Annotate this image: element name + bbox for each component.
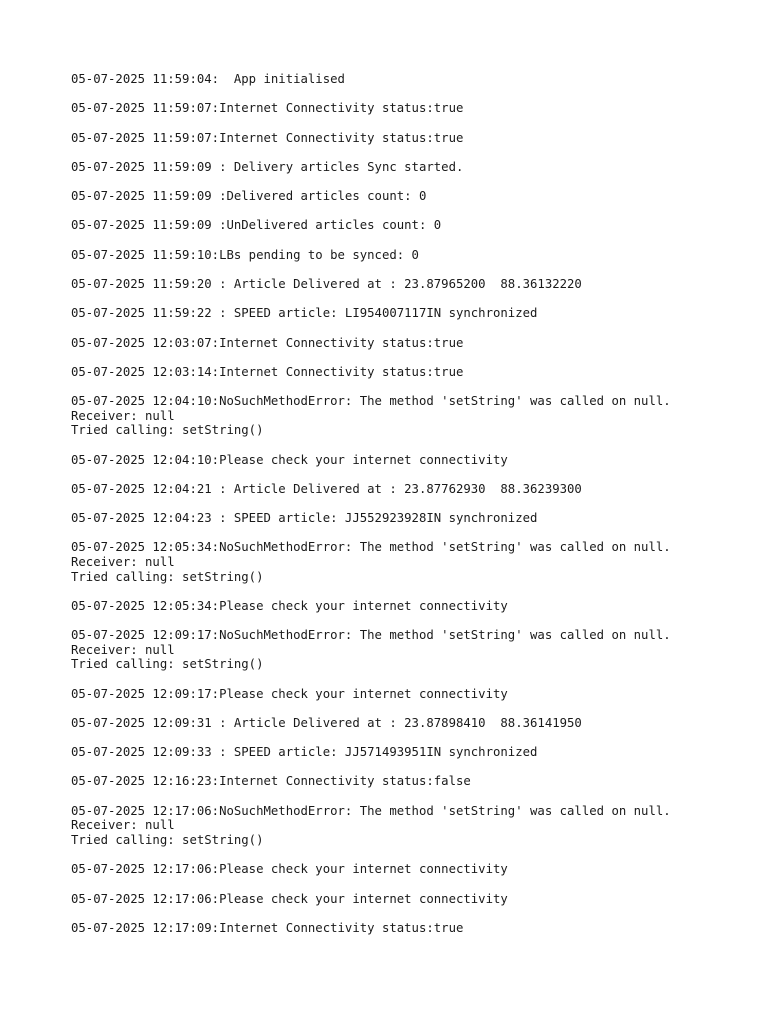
- log-entry: [71, 189, 761, 204]
- log-entry-text: 05-07-2025 12:04:23 : SPEED article: JJ552923928IN synchronized: [71, 511, 538, 526]
- log-entry-text: 05-07-2025 12:17:09:Internet Connectivity status:true: [71, 920, 464, 935]
- log-entry-text: 05-07-2025 11:59:07:Internet Connectivity status:true: [71, 130, 464, 145]
- log-entry-text: 05-07-2025 11:59:07:Internet Connectivity status:true: [71, 101, 464, 116]
- log-entry: [71, 774, 761, 789]
- log-entry-detail-line: Tried calling: setString(): [71, 569, 264, 584]
- log-entry: [71, 687, 761, 702]
- log-entry: [71, 453, 761, 468]
- log-entry-text: 05-07-2025 11:59:20 : Article Delivered at : 23.87965200 88.36132220: [71, 276, 582, 291]
- log-entry-detail-line: Receiver: null: [71, 818, 175, 833]
- log-entry: [71, 599, 761, 614]
- log-entry: [71, 131, 761, 146]
- log-entry-list: [71, 72, 761, 935]
- log-entry: [71, 892, 761, 907]
- log-entry: [71, 921, 761, 936]
- log-entry-text: 05-07-2025 12:16:23:Internet Connectivity status:false: [71, 774, 471, 789]
- log-entry-detail-line: Tried calling: setString(): [71, 423, 264, 438]
- log-entry: [71, 365, 761, 380]
- log-entry: [71, 336, 761, 351]
- log-entry-detail-line: Receiver: null: [71, 408, 175, 423]
- log-entry: [71, 511, 761, 526]
- log-entry-text: 05-07-2025 12:04:21 : Article Delivered at : 23.87762930 88.36239300: [71, 481, 582, 496]
- log-entry-detail-line: Receiver: null: [71, 555, 175, 569]
- log-entry-detail-line: Tried calling: setString(): [71, 832, 264, 847]
- log-entry: [71, 540, 761, 584]
- log-entry: [71, 482, 761, 497]
- log-entry-text: 05-07-2025 11:59:10:LBs pending to be synced: 0: [71, 247, 419, 262]
- log-entry-text: 05-07-2025 12:09:17:NoSuchMethodError: The method 'setString' was called on null.: [71, 628, 671, 643]
- log-entry: [71, 745, 761, 760]
- log-entry-text: 05-07-2025 12:05:34:NoSuchMethodError: The method 'setString' was called on null.: [71, 540, 671, 555]
- log-entry-text: 05-07-2025 11:59:04: App initialised: [71, 72, 345, 86]
- log-entry: [71, 804, 761, 848]
- log-entry-text: 05-07-2025 12:04:10:NoSuchMethodError: The method 'setString' was called on null.: [71, 394, 671, 409]
- log-entry-text: 05-07-2025 11:59:09 : Delivery articles Sync started.: [71, 159, 464, 174]
- log-entry-text: 05-07-2025 12:09:31 : Article Delivered at : 23.87898410 88.36141950: [71, 715, 582, 730]
- log-entry: [71, 101, 761, 116]
- log-entry: [71, 628, 761, 672]
- log-entry: [71, 72, 761, 87]
- log-entry-text: 05-07-2025 12:17:06:Please check your internet connectivity: [71, 891, 508, 906]
- log-entry: [71, 716, 761, 731]
- log-entry-text: 05-07-2025 12:09:17:Please check your internet connectivity: [71, 686, 508, 701]
- log-entry-text: 05-07-2025 12:09:33 : SPEED article: JJ571493951IN synchronized: [71, 745, 538, 760]
- log-entry-text: 05-07-2025 12:17:06:Please check your internet connectivity: [71, 862, 508, 877]
- log-entry: [71, 160, 761, 175]
- log-entry-text: 05-07-2025 11:59:09 :Delivered articles count: 0: [71, 189, 427, 204]
- log-entry-text: 05-07-2025 12:03:14:Internet Connectivity status:true: [71, 364, 464, 379]
- log-entry-detail-line: Receiver: null: [71, 642, 175, 657]
- log-entry-text: 05-07-2025 12:03:07:Internet Connectivity status:true: [71, 335, 464, 350]
- log-entry: [71, 394, 761, 438]
- log-entry-detail-line: Tried calling: setString(): [71, 657, 264, 672]
- log-entry-text: 05-07-2025 11:59:09 :UnDelivered articles count: 0: [71, 218, 442, 233]
- log-entry-text: 05-07-2025 12:04:10:Please check your internet connectivity: [71, 452, 508, 467]
- log-entry: [71, 218, 761, 233]
- log-entry: [71, 248, 761, 263]
- log-entry: [71, 862, 761, 877]
- log-document: [71, 72, 761, 950]
- log-entry-text: 05-07-2025 12:05:34:Please check your internet connectivity: [71, 598, 508, 613]
- log-entry: [71, 277, 761, 292]
- log-entry: [71, 306, 761, 321]
- log-entry-text: 05-07-2025 12:17:06:NoSuchMethodError: The method 'setString' was called on null.: [71, 803, 671, 818]
- log-entry-text: 05-07-2025 11:59:22 : SPEED article: LI954007117IN synchronized: [71, 306, 538, 321]
